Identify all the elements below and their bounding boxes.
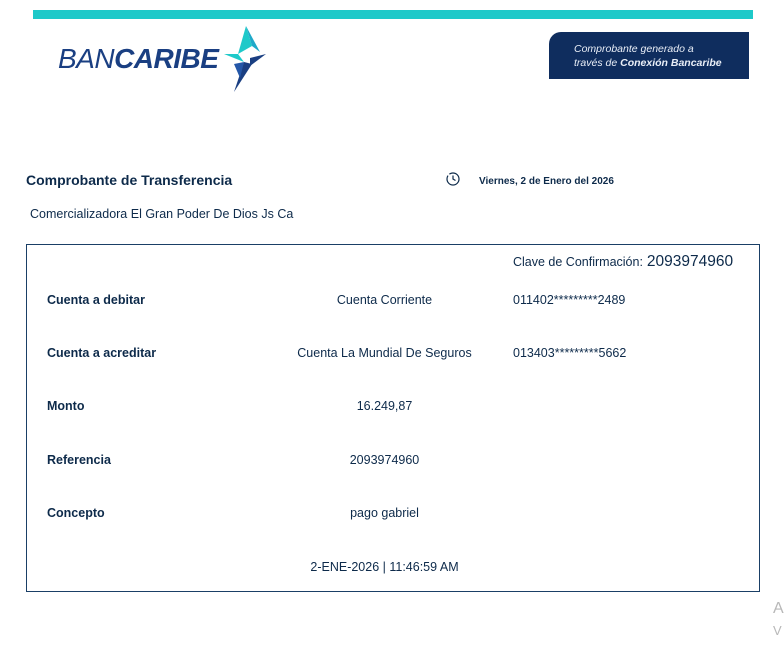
logo-wordmark: BANCARIBE — [58, 43, 219, 74]
credit-account-row — [27, 346, 759, 366]
row-value: Cuenta Corriente — [336, 293, 433, 307]
row-account-number: 011402*********2489 — [513, 293, 626, 307]
row-value: 2093974960 — [349, 453, 420, 467]
activation-watermark: A V — [773, 600, 784, 638]
bancaribe-star-icon — [220, 24, 268, 94]
amount-row — [27, 399, 759, 419]
confirmation-number: 2093974960 — [646, 253, 734, 270]
transfer-date: Viernes, 2 de Enero del 2026 — [479, 176, 614, 187]
confirmation-label: Clave de Confirmación: — [513, 255, 643, 269]
page-title: Comprobante de Transferencia — [26, 172, 233, 188]
row-value: pago gabriel — [350, 506, 419, 520]
confirmation-key — [513, 253, 733, 271]
badge-line-2: través de Conexión Bancaribe — [574, 56, 722, 69]
top-accent-bar — [33, 10, 753, 19]
clock-icon — [445, 171, 461, 187]
reference-row — [27, 453, 759, 473]
company-name: Comercializadora El Gran Poder De Dios Js Ca — [30, 207, 294, 221]
concept-row — [27, 506, 759, 526]
debit-account-row — [27, 293, 759, 313]
row-label: Concepto — [47, 506, 105, 520]
badge-line-1: Comprobante generado a — [574, 42, 694, 55]
row-label: Cuenta a acreditar — [47, 346, 157, 360]
bancaribe-logo — [58, 24, 268, 94]
row-label: Cuenta a debitar — [47, 293, 145, 307]
row-account-number: 013403*********5662 — [513, 346, 627, 360]
row-value: Cuenta La Mundial De Seguros — [297, 346, 472, 360]
transaction-timestamp: 2-ENE-2026 | 11:46:59 AM — [310, 560, 459, 574]
receipt-card — [26, 244, 760, 592]
row-value: 16.249,87 — [356, 399, 413, 413]
row-label: Monto — [47, 399, 85, 413]
generated-by-badge — [549, 32, 749, 79]
row-label: Referencia — [47, 453, 111, 467]
